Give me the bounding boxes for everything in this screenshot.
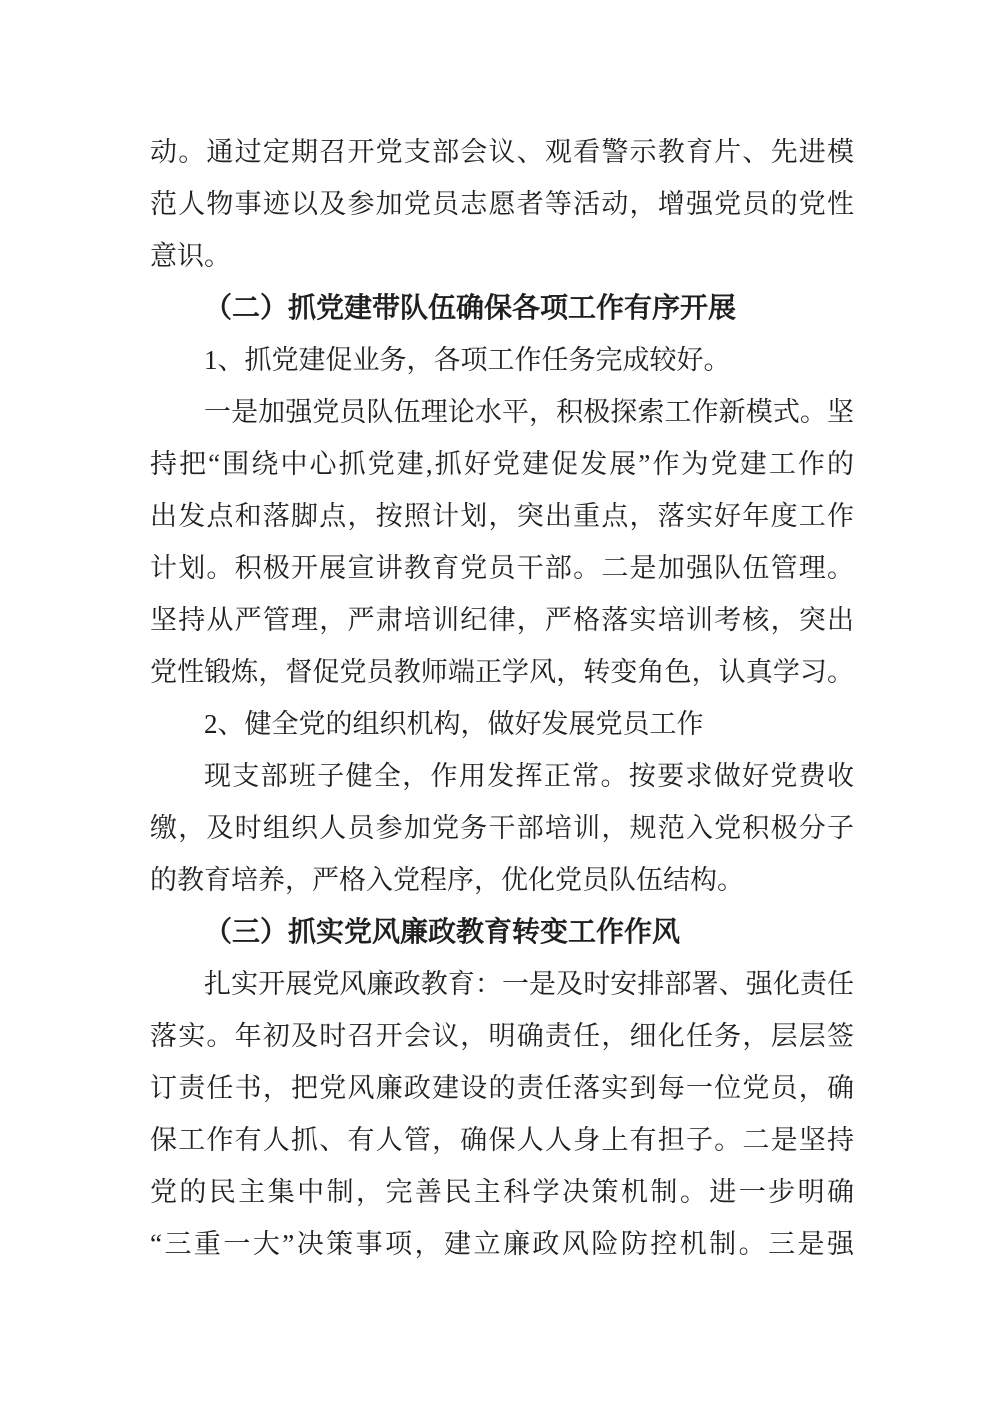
text-line: 扎实开展党风廉政教育：一是及时安排部署、强化责任 — [204, 969, 854, 999]
text-line: “三重一大”决策事项，建立廉政风险防控机制。三是强 — [150, 1229, 854, 1259]
text-line: 一是加强党员队伍理论水平，积极探索工作新模式。坚 — [204, 397, 854, 427]
body-paragraph — [150, 386, 854, 698]
text-line: 党的民主集中制，完善民主科学决策机制。进一步明确 — [150, 1177, 854, 1207]
body-paragraph — [150, 334, 854, 386]
text-line: 现支部班子健全，作用发挥正常。按要求做好党费收 — [204, 761, 854, 791]
text-line: 保工作有人抓、有人管，确保人人身上有担子。二是坚持 — [150, 1125, 854, 1155]
text-line: 落实。年初及时召开会议，明确责任，细化任务，层层签 — [150, 1021, 854, 1051]
text-line: 持把“围绕中心抓党建,抓好党建促发展”作为党建工作的 — [150, 449, 854, 479]
text-line: 2、健全党的组织机构，做好发展党员工作 — [204, 709, 704, 739]
text-line: 范人物事迹以及参加党员志愿者等活动，增强党员的党性 — [150, 189, 854, 219]
section-heading — [150, 282, 854, 334]
text-line: 订责任书，把党风廉政建设的责任落实到每一位党员，确 — [150, 1073, 854, 1103]
text-line: 党性锻炼，督促党员教师端正学风，转变角色，认真学习。 — [150, 657, 854, 687]
text-line: 缴，及时组织人员参加党务干部培训，规范入党积极分子 — [150, 813, 854, 843]
section-heading — [150, 906, 854, 958]
text-line: 出发点和落脚点，按照计划，突出重点，落实好年度工作 — [150, 501, 854, 531]
heading-text-line: （三）抓实党风廉政教育转变工作作风 — [204, 916, 681, 947]
text-line: 1、抓党建促业务，各项工作任务完成较好。 — [204, 345, 731, 375]
body-paragraph — [150, 698, 854, 750]
text-line: 的教育培养，严格入党程序，优化党员队伍结构。 — [150, 865, 744, 895]
text-line: 意识。 — [150, 241, 231, 271]
text-line: 计划。积极开展宣讲教育党员干部。二是加强队伍管理。 — [150, 553, 854, 583]
heading-text-line: （二）抓党建带队伍确保各项工作有序开展 — [204, 292, 737, 323]
text-line: 动。通过定期召开党支部会议、观看警示教育片、先进模 — [150, 137, 854, 167]
body-paragraph — [150, 750, 854, 906]
body-paragraph — [150, 958, 854, 1270]
body-paragraph — [150, 126, 854, 282]
text-line: 坚持从严管理，严肃培训纪律，严格落实培训考核，突出 — [150, 605, 854, 635]
